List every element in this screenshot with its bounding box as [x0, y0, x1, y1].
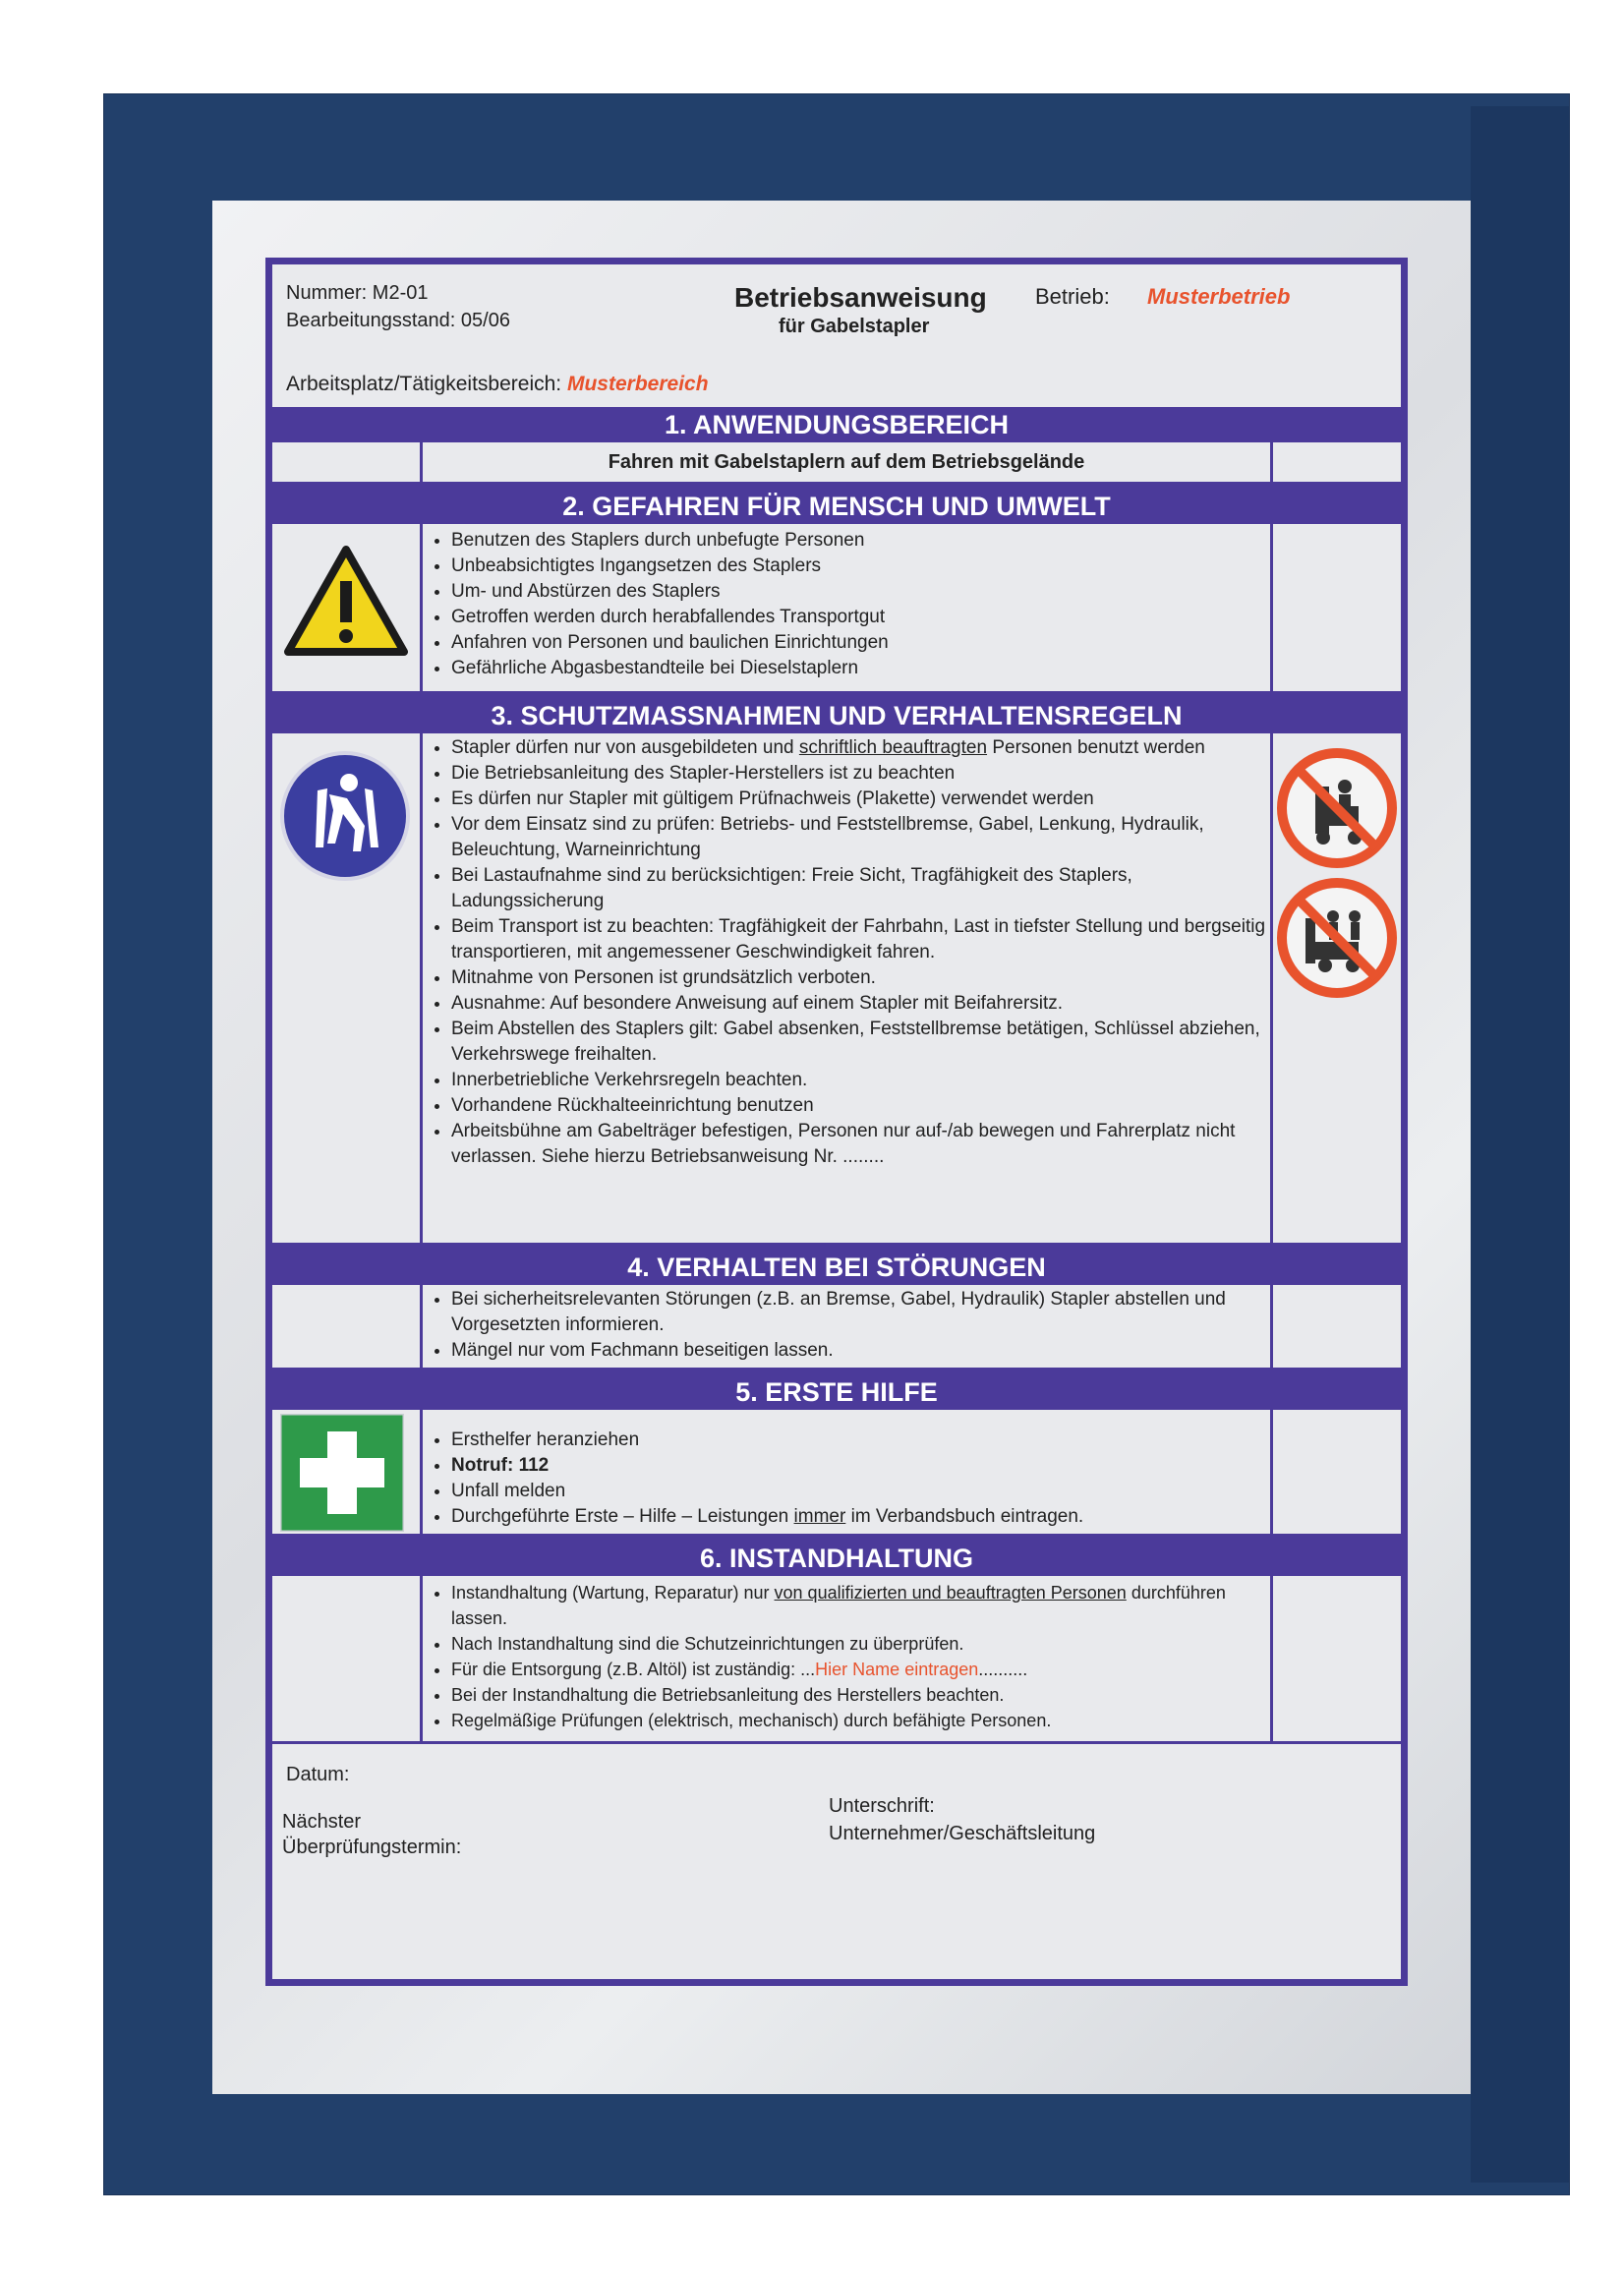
header-revision: Bearbeitungsstand: 05/06: [286, 310, 510, 331]
warning-triangle-icon: [282, 542, 410, 660]
sheet-header: [272, 264, 1401, 407]
sheet-footer: [272, 1744, 1401, 1980]
list-item: • Ausnahme: Auf besondere Anweisung auf einem Stapler mit Beifahrersitz.: [451, 991, 1267, 1017]
section-4-list: [426, 1287, 1267, 1368]
list-item: • Nach Instandhaltung sind die Schutzeinrichtungen zu überprüfen.: [451, 1631, 1267, 1657]
header-subtitle: für Gabelstapler: [779, 316, 930, 337]
section-5-body: [272, 1410, 1401, 1541]
mandatory-instruction-icon: [278, 749, 412, 883]
section-6-list: [426, 1580, 1267, 1741]
list-item: • Es dürfen nur Stapler mit gültigem Prüfnachweis (Plakette) verwendet werden: [451, 787, 1267, 812]
list-item: • Innerbetriebliche Verkehrsregeln beachten.: [451, 1068, 1267, 1093]
section-4-title: 4. VERHALTEN BEI STÖRUNGEN: [272, 1250, 1401, 1285]
list-item: • Instandhaltung (Wartung, Reparatur) nur von qualifizierten und beauftragten Personen durchführen lassen.: [451, 1580, 1267, 1631]
list-item: • Um- und Abstürzen des Staplers: [451, 579, 1267, 605]
header-company-label: Betrieb:: [1035, 284, 1110, 309]
footer-next-review-label-1: Nächster: [282, 1811, 362, 1833]
section-4-body: [272, 1285, 1401, 1374]
section-1-title: 1. ANWENDUNGSBEREICH: [272, 407, 1401, 442]
section-5-list: [426, 1428, 1267, 1534]
list-item: • Für die Entsorgung (z.B. Altöl) ist zuständig: ...Hier Name eintragen..........: [451, 1657, 1267, 1682]
no-passengers-icon: [1276, 747, 1398, 869]
list-item: • Gefährliche Abgasbestandteile bei Dieselstaplern: [451, 656, 1267, 681]
list-item: • Ersthelfer heranziehen: [451, 1428, 1267, 1453]
list-item: • Beim Transport ist zu beachten: Tragfähigkeit der Fahrbahn, Last in tiefster Stellung und bergseitig transportieren, mit angemessener Geschwindigkeit fahren.: [451, 914, 1267, 965]
list-item: • Durchgeführte Erste – Hilfe – Leistungen immer im Verbandsbuch eintragen.: [451, 1504, 1267, 1530]
list-item: • Bei der Instandhaltung die Betriebsanleitung des Herstellers beachten.: [451, 1682, 1267, 1708]
section-5-title: 5. ERSTE HILFE: [272, 1374, 1401, 1410]
header-company-value: Musterbetrieb: [1147, 284, 1291, 309]
list-item: • Unfall melden: [451, 1479, 1267, 1504]
no-people-on-forks-icon: [1276, 877, 1398, 999]
list-item: • Bei sicherheitsrelevanten Störungen (z.B. an Bremse, Gabel, Hydraulik) Stapler abstellen und Vorgesetzten informieren.: [451, 1287, 1267, 1338]
footer-signature-label-1: Unterschrift:: [829, 1795, 935, 1817]
header-number: Nummer: M2-01: [286, 282, 429, 304]
list-item: • Benutzen des Staplers durch unbefugte Personen: [451, 528, 1267, 554]
footer-date-label: Datum:: [286, 1764, 350, 1785]
section-1-text: Fahren mit Gabelstaplern auf dem Betriebsgelände: [608, 451, 1085, 473]
section-6-body: [272, 1576, 1401, 1744]
first-aid-icon: [280, 1414, 404, 1532]
list-item: • Anfahren von Personen und baulichen Einrichtungen: [451, 630, 1267, 656]
list-item: • Notruf: 112: [451, 1453, 1267, 1479]
list-item: • Vor dem Einsatz sind zu prüfen: Betriebs- und Feststellbremse, Gabel, Lenkung, Hydraulik, Beleuchtung, Warneinrichtung: [451, 812, 1267, 863]
list-item: • Unbeabsichtigtes Ingangsetzen des Staplers: [451, 554, 1267, 579]
section-2-title: 2. GEFAHREN FÜR MENSCH UND UMWELT: [272, 489, 1401, 524]
section-3-body: [272, 733, 1401, 1250]
list-item: • Arbeitsbühne am Gabelträger befestigen, Personen nur auf-/ab bewegen und Fahrerplatz nicht verlassen. Siehe hierzu Betriebsanweisung Nr. ........: [451, 1119, 1267, 1170]
list-item: • Vorhandene Rückhalteeinrichtung benutzen: [451, 1093, 1267, 1119]
list-item: • Beim Abstellen des Staplers gilt: Gabel absenken, Feststellbremse betätigen, Schlüssel abziehen, Verkehrswege freihalten.: [451, 1017, 1267, 1068]
section-6-title: 6. INSTANDHALTUNG: [272, 1541, 1401, 1576]
list-item: • Getroffen werden durch herabfallendes Transportgut: [451, 605, 1267, 630]
list-item: • Stapler dürfen nur von ausgebildeten und schriftlich beauftragten Personen benutzt werden: [451, 735, 1267, 761]
section-2-body: [272, 524, 1401, 698]
header-workplace-label: Arbeitsplatz/Tätigkeitsbereich: Musterbereich: [286, 373, 709, 395]
list-item: • Die Betriebsanleitung des Stapler-Herstellers ist zu beachten: [451, 761, 1267, 787]
section-1-body: [272, 442, 1401, 489]
operating-instruction-sheet: [265, 258, 1408, 1986]
section-2-list: [426, 528, 1267, 691]
list-item: • Regelmäßige Prüfungen (elektrisch, mechanisch) durch befähigte Personen.: [451, 1708, 1267, 1733]
list-item: • Bei Lastaufnahme sind zu berücksichtigen: Freie Sicht, Tragfähigkeit des Staplers, Ladungssicherung: [451, 863, 1267, 914]
poster-frame-edge: [1471, 106, 1569, 2183]
list-item: • Mitnahme von Personen ist grundsätzlich verboten.: [451, 965, 1267, 991]
section-3-list: [426, 735, 1267, 1243]
header-title: Betriebsanweisung: [734, 282, 987, 313]
footer-signature-label-2: Unternehmer/Geschäftsleitung: [829, 1823, 1096, 1844]
footer-next-review-label-2: Überprüfungstermin:: [282, 1837, 462, 1858]
list-item: • Mängel nur vom Fachmann beseitigen lassen.: [451, 1338, 1267, 1364]
section-3-title: 3. SCHUTZMASSNAHMEN UND VERHALTENSREGELN: [272, 698, 1401, 733]
